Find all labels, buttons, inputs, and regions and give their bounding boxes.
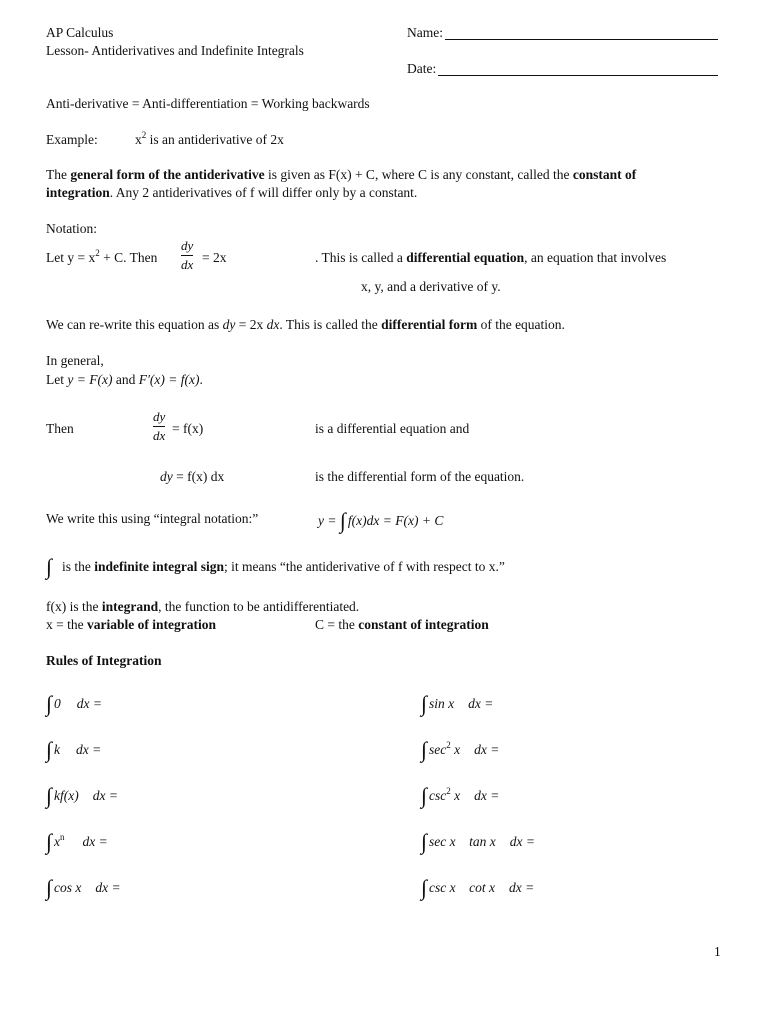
in-general-let: Let y = F(x) and F′(x) = f(x).: [46, 372, 203, 387]
integral-sign-icon: ∫: [421, 875, 428, 900]
integral-sign-icon: ∫: [46, 737, 53, 762]
integral-sign-line: ∫ is the indefinite integral sign; it means “the antiderivative of f with respect to x.”: [46, 554, 505, 579]
anti-derivative-line: Anti-derivative = Anti-differentiation = Working backwards: [46, 96, 370, 111]
rule-integrand: sin x: [429, 696, 455, 711]
name-field[interactable]: [445, 39, 718, 40]
rule-integrand: 0: [54, 696, 61, 711]
page-number: 1: [714, 944, 721, 959]
rule-integrand: cos x: [54, 880, 82, 895]
date-label: Date:: [407, 61, 437, 76]
name-label: Name:: [407, 25, 443, 40]
integral-sign-icon: ∫: [421, 783, 428, 808]
df-desc: is the differential form of the equation.: [315, 469, 525, 484]
integral-sign-icon: ∫: [421, 737, 428, 762]
rule-right-1: [421, 690, 494, 716]
rule-left-4: ∫ $x^n$ dx =: [46, 829, 108, 854]
rule-integrand: x: [54, 834, 61, 849]
integral-notation-text: We write this using “integral notation:”: [46, 511, 259, 526]
rewrite-line: We can re-write this equation as dy = 2x dx. This is called the differential form of the equation.: [46, 317, 565, 332]
then-label: Then: [46, 421, 74, 436]
rule-dx: dx =: [474, 788, 500, 803]
rule-dx: dx =: [76, 742, 102, 757]
general-eq: = f(x): [172, 421, 204, 436]
integral-sign-icon: ∫: [46, 691, 53, 716]
variable-line: x = the variable of integration: [46, 617, 216, 632]
rule-dx: dx =: [82, 834, 108, 849]
rule-left-2: [46, 736, 102, 762]
integral-notation-expr: y = ∫ f(x)dx = F(x) + C: [318, 508, 444, 533]
date-field[interactable]: [438, 75, 718, 76]
integral-sign-icon: ∫: [421, 691, 428, 716]
notation-desc-cont: x, y, and a derivative of y.: [361, 279, 501, 294]
notation-dydx: dy dx: [181, 238, 194, 272]
notation-label: Notation:: [46, 221, 97, 236]
course-title: AP Calculus: [46, 25, 114, 40]
rule-dx: dx =: [95, 880, 121, 895]
rule-left-3: [46, 782, 118, 808]
integrand-line: f(x) is the integrand, the function to be antidifferentiated.: [46, 599, 360, 614]
rule-integrand: csc x cot x: [429, 880, 495, 895]
general-form-line1: The general form of the antiderivative is given as F(x) + C, where C is any constant, called the constant of: [46, 167, 637, 182]
in-general-title: In general,: [46, 353, 104, 368]
rule-right-2: ∫ $\sec^2 x$ dx =: [421, 737, 500, 762]
rule-integrand: sec x tan x: [429, 834, 496, 849]
constant-line: C = the constant of integration: [315, 617, 489, 632]
notation-let: Let $y = x^2 + C$. Then: [46, 248, 158, 265]
rule-dx: dx =: [474, 742, 500, 757]
general-dydx: dy dx: [153, 409, 166, 443]
differential-form: dy = f(x) dx: [160, 469, 225, 484]
lesson-title: Lesson- Antiderivatives and Indefinite Integrals: [46, 43, 304, 58]
integral-sign-icon: ∫: [46, 783, 53, 808]
rule-integrand: k: [54, 742, 61, 757]
general-form-line2: integration. Any 2 antiderivatives of f will differ only by a constant.: [46, 185, 418, 200]
rule-integrand: kf(x): [54, 788, 79, 803]
rule-left-5: [46, 874, 121, 900]
rule-right-4: [421, 828, 535, 854]
example-text: $x^2$ is an antiderivative of 2x: [135, 130, 284, 147]
integral-sign-icon: ∫: [46, 829, 53, 854]
integral-sign-icon: ∫: [46, 875, 53, 900]
rule-dx: dx =: [509, 834, 535, 849]
rule-dx: dx =: [468, 696, 494, 711]
rule-left-1: [46, 690, 103, 716]
de-desc: is a differential equation and: [315, 421, 470, 436]
rule-right-5: [421, 874, 535, 900]
integral-sign-icon: ∫: [421, 829, 428, 854]
rule-dx: dx =: [509, 880, 535, 895]
rule-dx: dx =: [92, 788, 118, 803]
rule-integrand: sec: [429, 742, 447, 757]
integral-sign-icon: ∫: [46, 554, 53, 579]
rule-integrand: csc: [429, 788, 447, 803]
notation-desc: . This is called a differential equation, an equation that involves: [315, 250, 667, 265]
notation-eq: = 2x: [202, 250, 227, 265]
example-label: Example:: [46, 132, 98, 147]
rule-dx: dx =: [76, 696, 103, 711]
rules-title: Rules of Integration: [46, 653, 162, 668]
rule-right-3: ∫ $\csc^2 x$ dx =: [421, 783, 500, 808]
